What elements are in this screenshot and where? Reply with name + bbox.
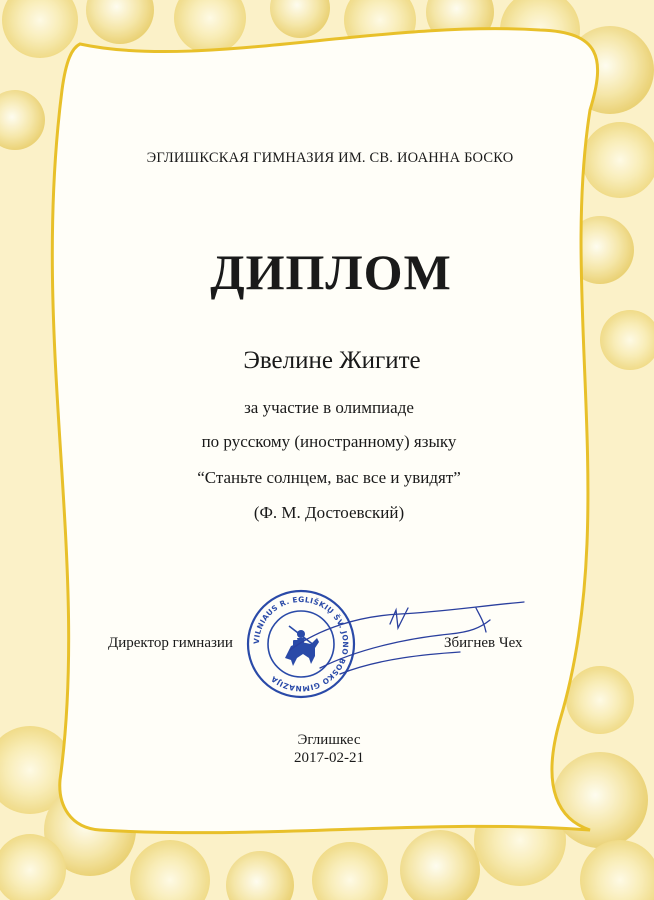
award-line-1: за участие в олимпиаде [244,398,414,417]
director-role: Директор гимназии [108,635,233,651]
date: 2017-02-21 [294,750,364,766]
stamp-text: VILNIAUS R. EGLIŠKIŲ ŠV. JONO BOSKO GIMNAZIJA [251,594,351,694]
recipient-name: Эвелине Жигите [243,347,421,374]
director-name: Збигнев Чех [444,635,523,651]
school-name: ЭГЛИШКСКАЯ ГИМНАЗИЯ ИМ. СВ. ИОАННА БОСКО [146,150,514,166]
award-line-2: по русскому (иностранному) языку [201,432,457,451]
diploma-title: ДИПЛОМ [210,244,452,300]
award-line-4: (Ф. М. Достоевский) [253,503,405,522]
award-line-3: “Станьте солнцем, вас все и увидят” [197,468,461,487]
director-signature [280,598,530,678]
place: Эглишкес [297,732,361,748]
